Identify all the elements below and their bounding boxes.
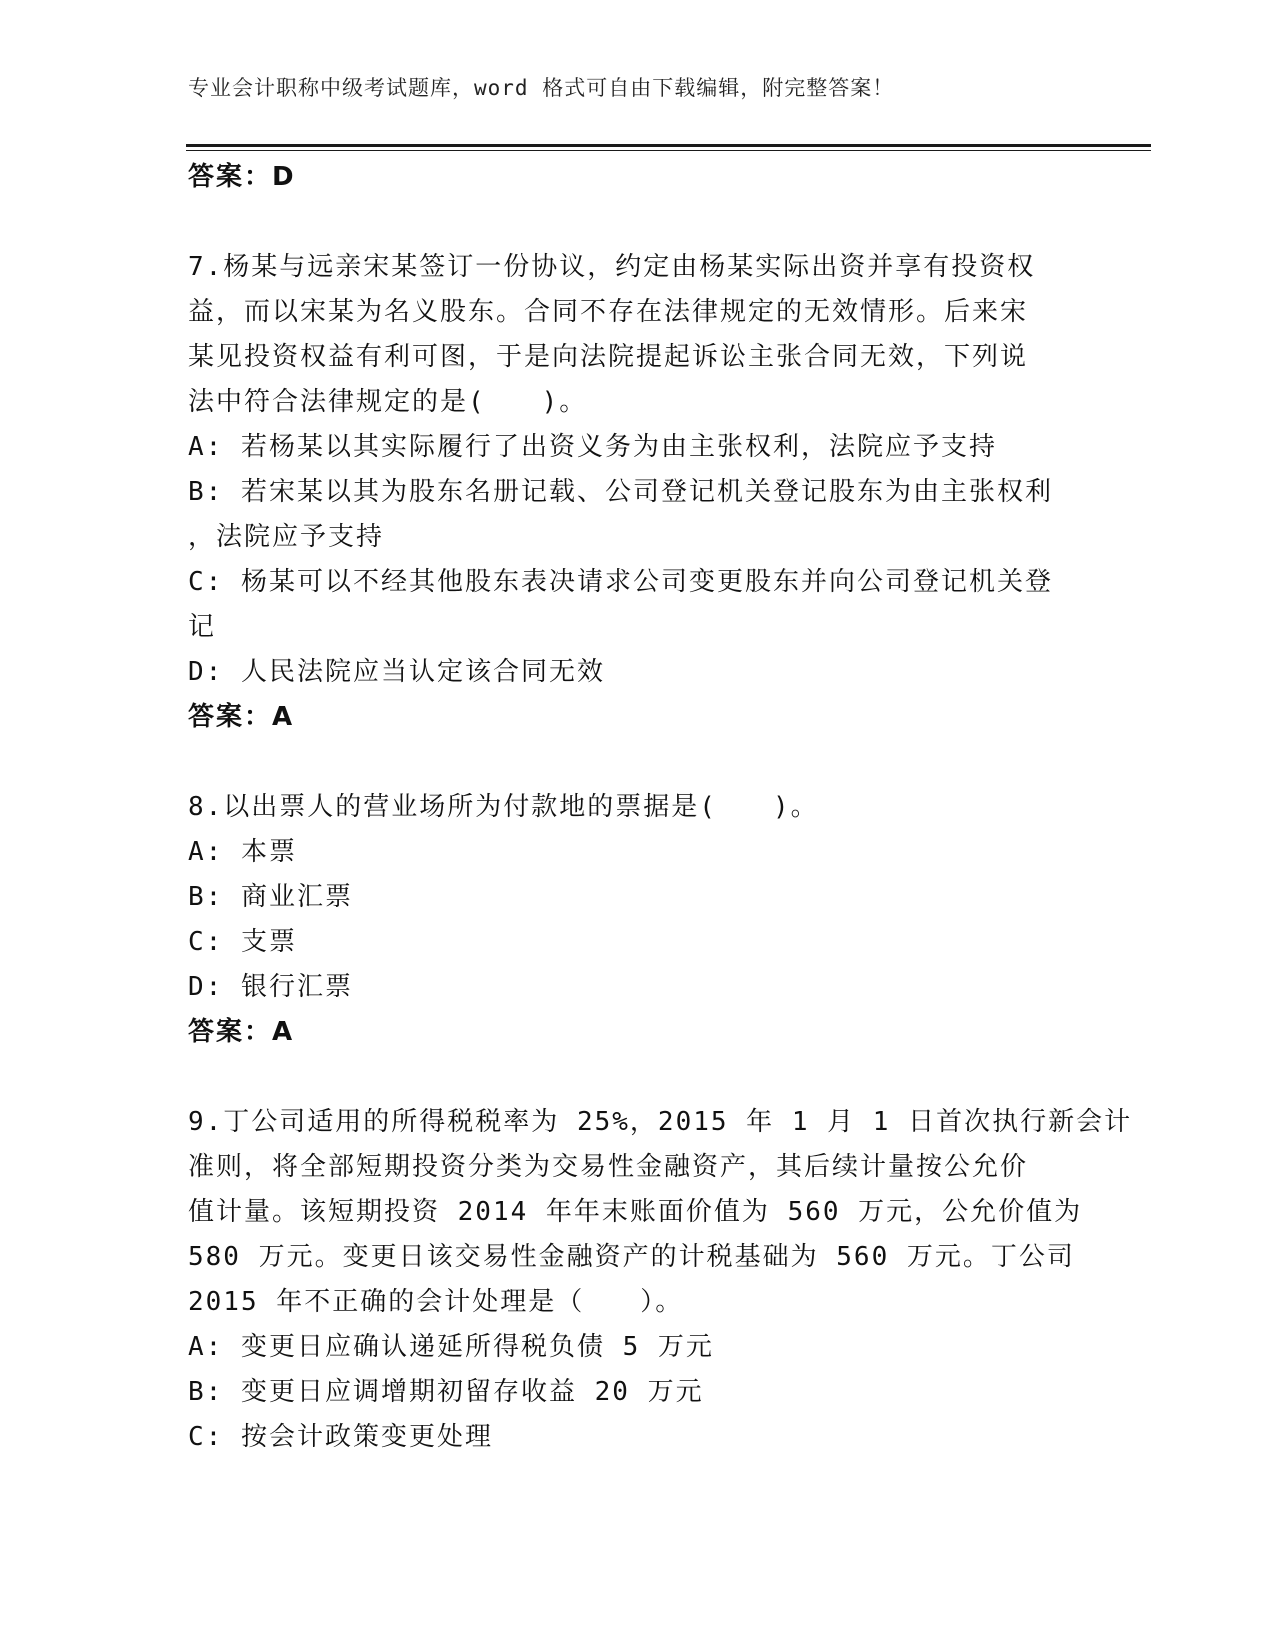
blank-line <box>188 740 1088 785</box>
text-line: ，法院应予支持 <box>188 522 385 552</box>
text-line: 益，而以宋某为名义股东。合同不存在法律规定的无效情形。后来宋 <box>188 297 1029 327</box>
text-line: C: 杨某可以不经其他股东表决请求公司变更股东并向公司登记机关登 <box>188 567 1053 597</box>
answer-line: 答案：A <box>188 1017 295 1047</box>
text-line: C: 按会计政策变更处理 <box>188 1422 493 1452</box>
text-line: D: 人民法院应当认定该合同无效 <box>188 657 605 687</box>
text-line: 8.以出票人的营业场所为付款地的票据是( )。 <box>188 792 819 822</box>
text-line: A: 变更日应确认递延所得税负债 5 万元 <box>188 1332 714 1362</box>
text-line: 7.杨某与远亲宋某签订一份协议，约定由杨某实际出资并享有投资权 <box>188 252 1036 282</box>
text-line: 值计量。该短期投资 2014 年年末账面价值为 560 万元，公允价值为 <box>188 1197 1083 1227</box>
answer-line: 答案：A <box>188 702 295 732</box>
text-line: 准则，将全部短期投资分类为交易性金融资产，其后续计量按公允价 <box>188 1152 1029 1182</box>
document-body <box>188 155 1133 1460</box>
text-line: 某见投资权益有利可图，于是向法院提起诉讼主张合同无效，下列说 <box>188 342 1029 372</box>
text-line: 9.丁公司适用的所得税税率为 25%，2015 年 1 月 1 日首次执行新会计 <box>188 1107 1133 1137</box>
text-line: 2015 年不正确的会计处理是（ ）。 <box>188 1287 684 1317</box>
text-line: 记 <box>188 612 217 642</box>
text-line: B: 变更日应调增期初留存收益 20 万元 <box>188 1377 704 1407</box>
answer-line: 答案：D <box>188 162 296 192</box>
header-rule <box>186 144 1151 147</box>
text-line: C: 支票 <box>188 927 297 957</box>
page-header: 专业会计职称中级考试题库，word 格式可自由下载编辑，附完整答案！ <box>188 76 895 100</box>
text-line: A: 本票 <box>188 837 297 867</box>
text-line: 法中符合法律规定的是( )。 <box>188 387 588 417</box>
text-line: B: 若宋某以其为股东名册记载、公司登记机关登记股东为由主张权利 <box>188 477 1053 507</box>
text-line: B: 商业汇票 <box>188 882 353 912</box>
text-line: D: 银行汇票 <box>188 972 353 1002</box>
text-line: A: 若杨某以其实际履行了出资义务为由主张权利，法院应予支持 <box>188 432 997 462</box>
blank-line <box>188 1055 1088 1100</box>
blank-line <box>188 200 1088 245</box>
text-line: 580 万元。变更日该交易性金融资产的计税基础为 560 万元。丁公司 <box>188 1242 1075 1272</box>
